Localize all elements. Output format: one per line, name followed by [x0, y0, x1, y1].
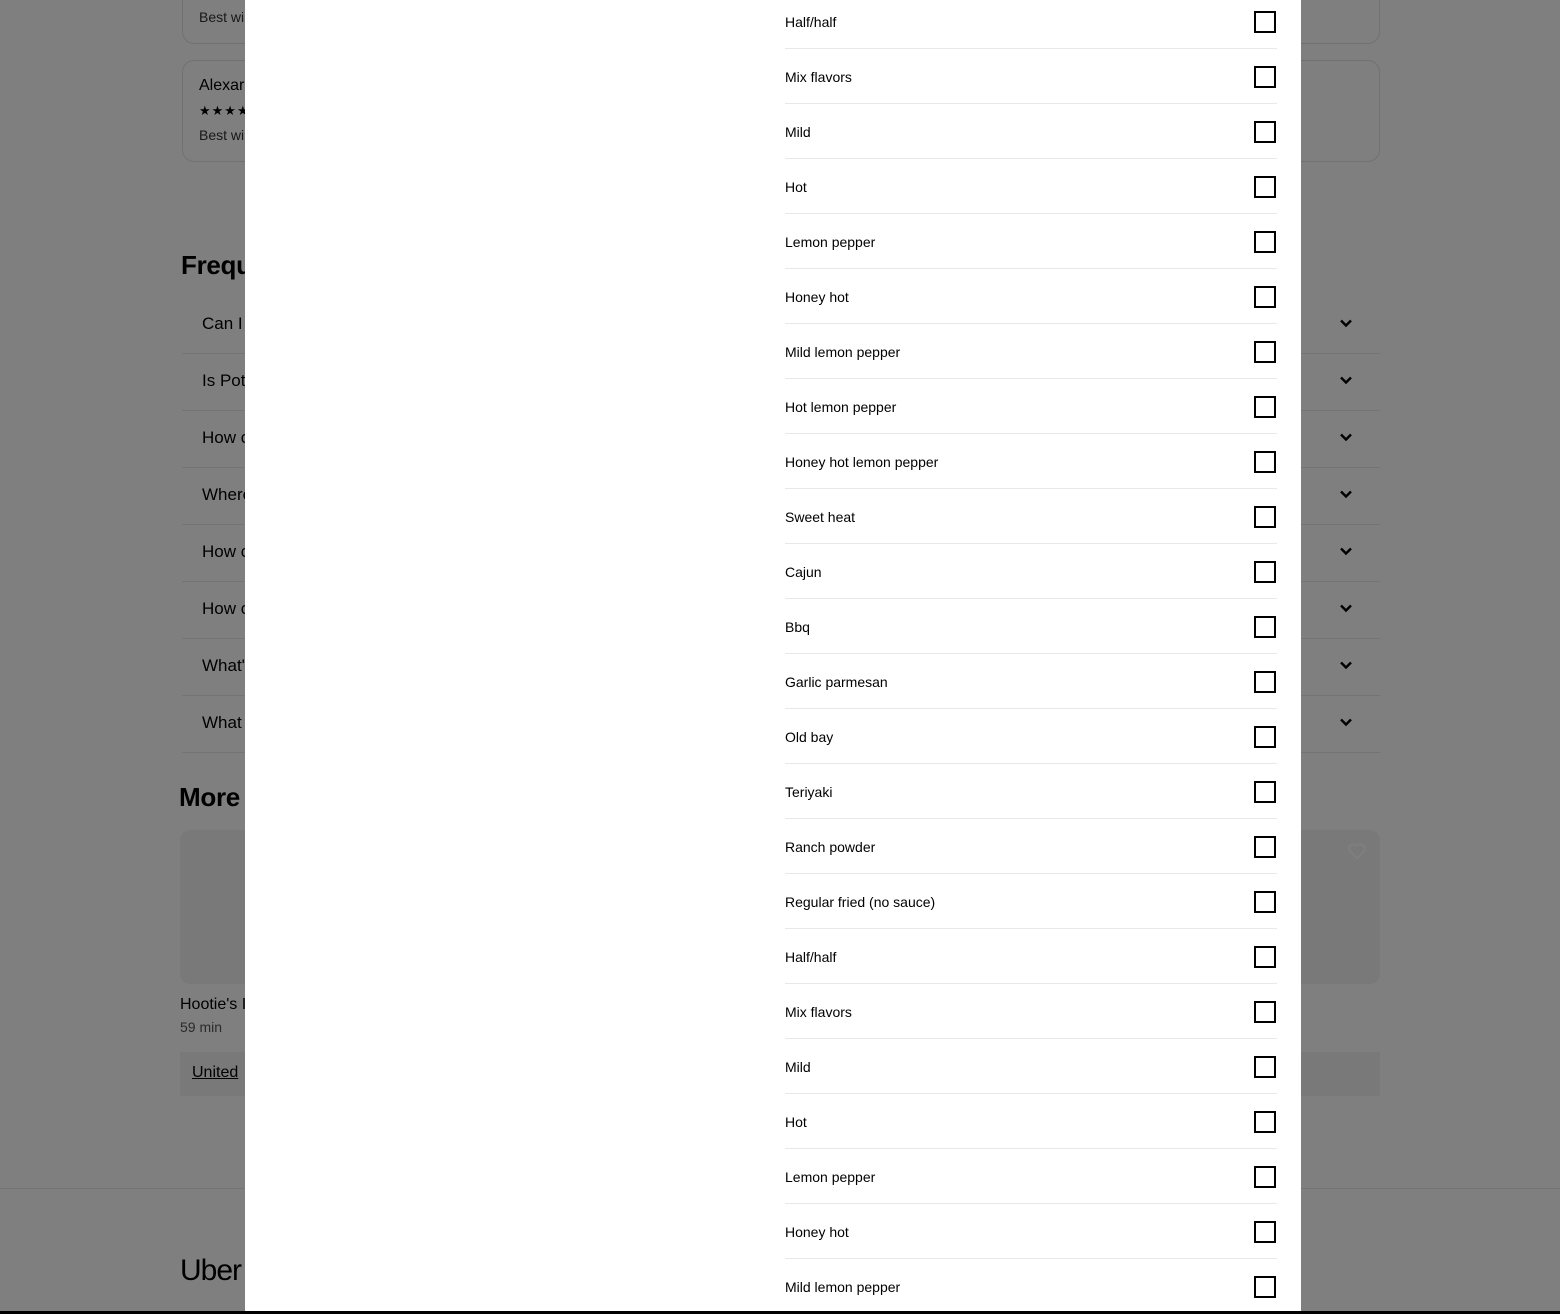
option-checkbox[interactable]	[1254, 616, 1276, 638]
option-checkbox[interactable]	[1254, 1221, 1276, 1243]
option-row[interactable]	[785, 379, 1277, 434]
option-label: Mild	[785, 1059, 811, 1075]
option-row[interactable]	[785, 764, 1277, 819]
option-label: Hot lemon pepper	[785, 399, 897, 415]
option-row[interactable]	[785, 874, 1277, 929]
option-checkbox[interactable]	[1254, 1111, 1276, 1133]
option-label: Old bay	[785, 729, 834, 745]
option-label: Mild lemon pepper	[785, 344, 901, 360]
option-label: Lemon pepper	[785, 1169, 876, 1185]
option-row[interactable]	[785, 0, 1277, 49]
option-label: Teriyaki	[785, 784, 833, 800]
option-label: Mild lemon pepper	[785, 1279, 901, 1295]
option-row[interactable]	[785, 104, 1277, 159]
option-row[interactable]	[785, 1094, 1277, 1149]
flavor-options-list	[785, 0, 1277, 1311]
option-row[interactable]	[785, 49, 1277, 104]
option-checkbox[interactable]	[1254, 341, 1276, 363]
option-checkbox[interactable]	[1254, 1056, 1276, 1078]
option-checkbox[interactable]	[1254, 891, 1276, 913]
option-label: Honey hot	[785, 1224, 849, 1240]
option-checkbox[interactable]	[1254, 1001, 1276, 1023]
option-label: Half/half	[785, 949, 837, 965]
option-checkbox[interactable]	[1254, 286, 1276, 308]
option-label: Hot	[785, 1114, 807, 1130]
option-row[interactable]	[785, 929, 1277, 984]
option-row[interactable]	[785, 709, 1277, 764]
option-label: Honey hot lemon pepper	[785, 454, 939, 470]
option-checkbox[interactable]	[1254, 726, 1276, 748]
option-row[interactable]	[785, 819, 1277, 874]
item-options-modal	[245, 0, 1301, 1311]
option-checkbox[interactable]	[1254, 836, 1276, 858]
option-label: Garlic parmesan	[785, 674, 888, 690]
option-label: Half/half	[785, 14, 837, 30]
option-row[interactable]	[785, 599, 1277, 654]
option-row[interactable]	[785, 434, 1277, 489]
option-label: Cajun	[785, 564, 822, 580]
option-row[interactable]	[785, 489, 1277, 544]
option-checkbox[interactable]	[1254, 121, 1276, 143]
option-checkbox[interactable]	[1254, 561, 1276, 583]
option-row[interactable]	[785, 654, 1277, 709]
option-checkbox[interactable]	[1254, 946, 1276, 968]
option-row[interactable]	[785, 984, 1277, 1039]
option-label: Mix flavors	[785, 69, 852, 85]
option-label: Honey hot	[785, 289, 849, 305]
option-checkbox[interactable]	[1254, 66, 1276, 88]
option-checkbox[interactable]	[1254, 11, 1276, 33]
option-row[interactable]	[785, 324, 1277, 379]
option-row[interactable]	[785, 1149, 1277, 1204]
option-label: Regular fried (no sauce)	[785, 894, 936, 910]
option-row[interactable]	[785, 544, 1277, 599]
option-checkbox[interactable]	[1254, 506, 1276, 528]
option-label: Sweet heat	[785, 509, 856, 525]
option-row[interactable]	[785, 269, 1277, 324]
option-label: Lemon pepper	[785, 234, 876, 250]
option-label: Ranch powder	[785, 839, 876, 855]
option-row[interactable]	[785, 214, 1277, 269]
option-row[interactable]	[785, 1039, 1277, 1094]
option-label: Mix flavors	[785, 1004, 852, 1020]
option-checkbox[interactable]	[1254, 781, 1276, 803]
option-checkbox[interactable]	[1254, 396, 1276, 418]
option-row[interactable]	[785, 159, 1277, 214]
option-row[interactable]	[785, 1259, 1277, 1311]
option-checkbox[interactable]	[1254, 1276, 1276, 1298]
option-checkbox[interactable]	[1254, 1166, 1276, 1188]
option-checkbox[interactable]	[1254, 231, 1276, 253]
option-label: Bbq	[785, 619, 810, 635]
option-label: Hot	[785, 179, 807, 195]
option-checkbox[interactable]	[1254, 176, 1276, 198]
option-checkbox[interactable]	[1254, 671, 1276, 693]
option-row[interactable]	[785, 1204, 1277, 1259]
option-checkbox[interactable]	[1254, 451, 1276, 473]
option-label: Mild	[785, 124, 811, 140]
